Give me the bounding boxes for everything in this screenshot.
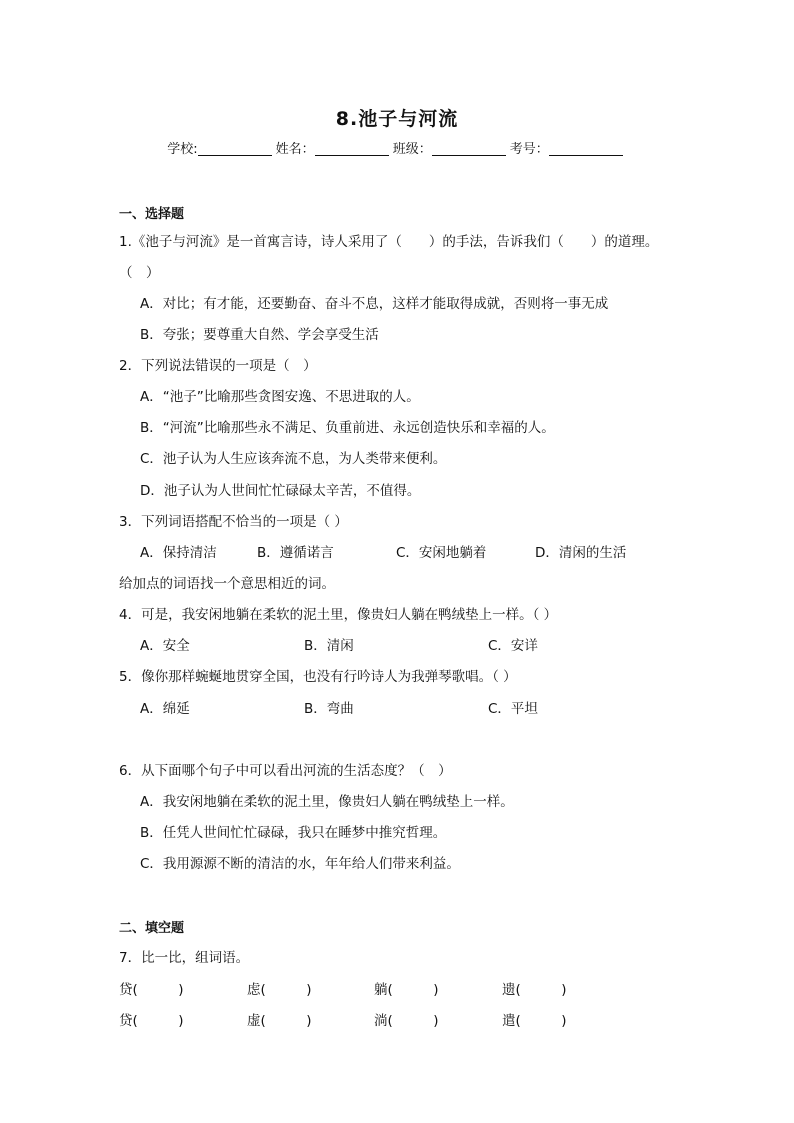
school-label: 学校: — [167, 142, 198, 157]
word-cell-2-3: 淌( ) — [374, 1013, 439, 1029]
question-6-option-a: A．我安闲地躺在柔软的泥土里，像贵妇人躺在鸭绒垫上一样。 — [140, 794, 514, 810]
question-7-stem: 7．比一比，组词语。 — [119, 950, 250, 966]
question-5-option-b: B．弯曲 — [304, 701, 354, 717]
question-6-option-b: B．任凭人世间忙忙碌碌，我只在睡梦中推究哲理。 — [140, 825, 447, 841]
name-label: 姓名： — [275, 142, 315, 157]
question-2-stem: 2．下列说法错误的一项是（ ） — [119, 358, 317, 374]
word-cell-2-1: 贷( ) — [119, 1013, 184, 1029]
word-cell-1-4: 遗( ) — [502, 982, 567, 998]
word-cell-1-1: 贷( ) — [119, 982, 184, 998]
question-1-option-b: B．夸张；要尊重大自然、学会享受生活 — [140, 327, 379, 343]
page-title: 8.池子与河流 — [335, 108, 459, 130]
class-label: 班级： — [392, 142, 432, 157]
question-3-option-b: B．遵循诺言 — [257, 545, 334, 561]
question-1-option-a: A．对比；有才能，还要勤奋、奋斗不息，这样才能取得成就，否则将一事无成 — [140, 296, 609, 312]
number-label: 考号： — [509, 142, 549, 157]
question-3-option-d: D．清闲的生活 — [535, 545, 627, 561]
question-6-stem: 6．从下面哪个句子中可以看出河流的生活态度？（ ） — [119, 763, 452, 779]
question-4-stem: 4．可是，我安闲地躺在柔软的泥土里，像贵妇人躺在鸭绒垫上一样。（ ） — [119, 607, 558, 623]
question-6-option-c: C．我用源源不断的清洁的水，年年给人们带来利益。 — [140, 856, 460, 872]
section-heading-fill: 二、填空题 — [119, 921, 185, 936]
question-5-option-a: A．绵延 — [140, 701, 190, 717]
question-1-answer-paren: （ ） — [119, 265, 160, 281]
question-1-stem: 1.《池子与河流》是一首寓言诗，诗人采用了（ ）的手法，告诉我们（ ）的道理。 — [119, 234, 659, 250]
question-5-stem: 5．像你那样蜿蜒地贯穿全国，也没有行吟诗人为我弹琴歌唱。（ ） — [119, 669, 517, 685]
school-blank — [198, 141, 272, 156]
question-3-stem: 3．下列词语搭配不恰当的一项是（ ） — [119, 514, 348, 530]
question-3-option-a: A．保持清洁 — [140, 545, 217, 561]
word-cell-2-4: 遣( ) — [502, 1013, 567, 1029]
name-blank — [315, 141, 389, 156]
student-info-line — [0, 138, 794, 157]
question-4-option-b: B．清闲 — [304, 638, 354, 654]
question-3-option-c: C．安闲地躺着 — [396, 545, 487, 561]
question-2-option-d: D．池子认为人世间忙忙碌碌太辛苦，不值得。 — [140, 483, 421, 499]
instruction-text: 给加点的词语找一个意思相近的词。 — [119, 576, 335, 592]
word-cell-1-2: 虑( ) — [247, 982, 312, 998]
question-4-option-a: A．安全 — [140, 638, 190, 654]
question-5-option-c: C．平坦 — [488, 701, 538, 717]
question-2-option-a: A．“池子”比喻那些贪图安逸、不思进取的人。 — [140, 389, 420, 405]
question-2-option-c: C．池子认为人生应该奔流不息，为人类带来便利。 — [140, 451, 447, 467]
question-4-option-c: C．安详 — [488, 638, 538, 654]
class-blank — [432, 141, 506, 156]
question-2-option-b: B．“河流”比喻那些永不满足、负重前进、永远创造快乐和幸福的人。 — [140, 420, 555, 436]
word-cell-1-3: 躺( ) — [374, 982, 439, 998]
number-blank — [549, 141, 623, 156]
section-heading-choice: 一、选择题 — [119, 207, 185, 222]
word-cell-2-2: 虚( ) — [247, 1013, 312, 1029]
